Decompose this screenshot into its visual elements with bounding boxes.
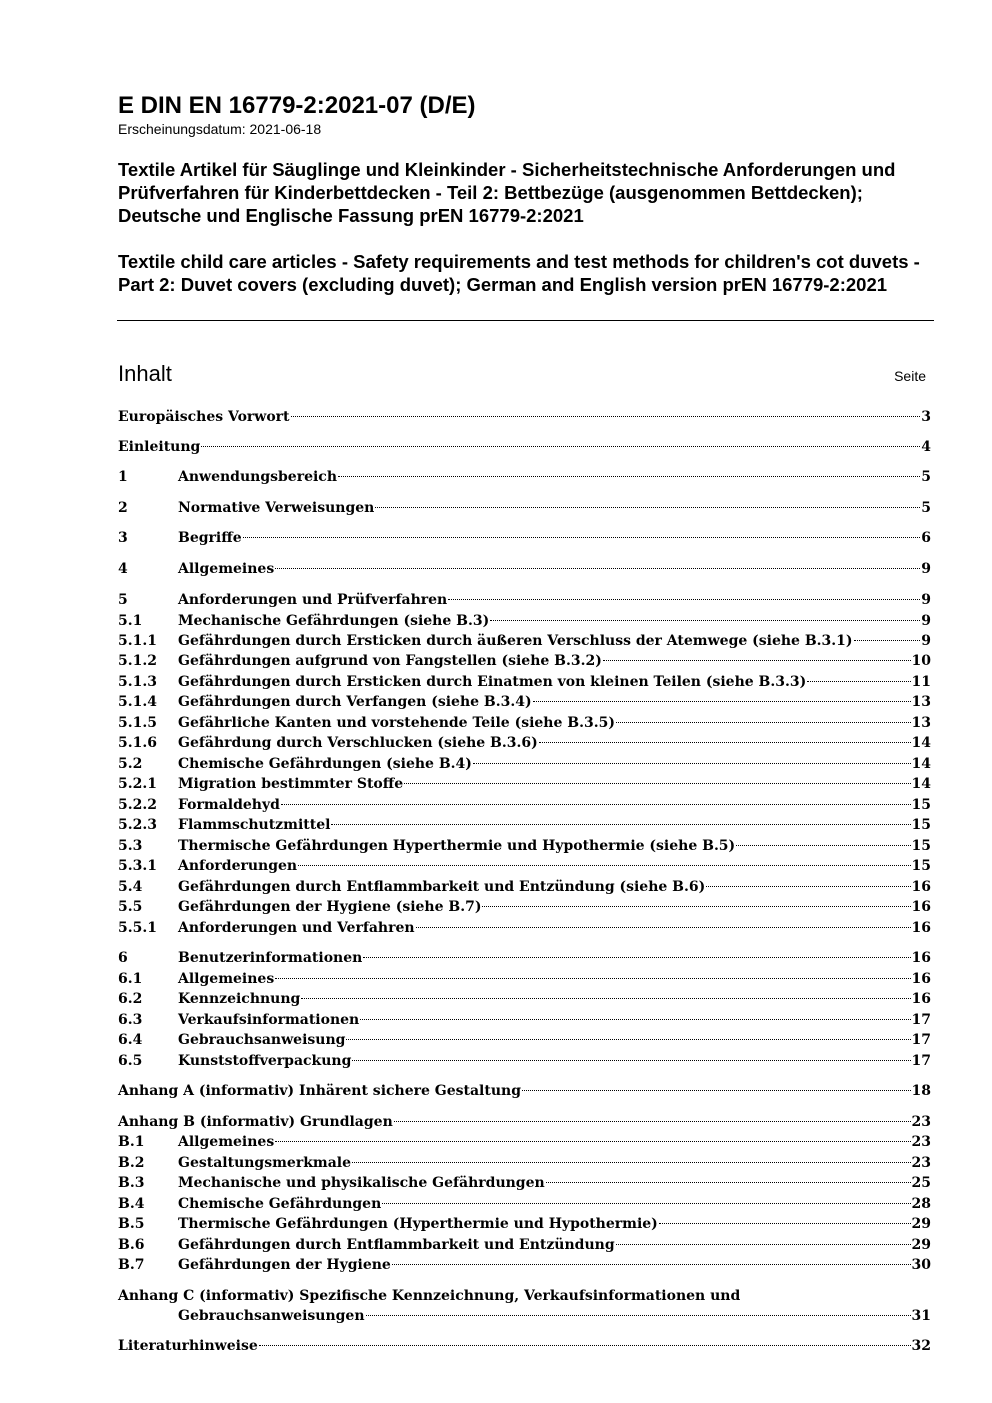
toc-entry-title: Gefährdungen durch Entflammbarkeit und Entzündung (siehe B.6) bbox=[178, 879, 706, 895]
toc-entry-number: 5.2.1 bbox=[118, 776, 157, 792]
toc-entry[interactable] bbox=[118, 1112, 931, 1132]
toc-entry-title: Gefährdungen aufgrund von Fangstellen (siehe B.3.2) bbox=[178, 653, 602, 669]
toc-entry-title: Einleitung bbox=[118, 439, 201, 455]
toc-entry[interactable] bbox=[118, 774, 931, 794]
toc-page-label: Seite bbox=[894, 368, 926, 384]
toc-leader-dots bbox=[275, 978, 910, 979]
toc-entry-title: Gefährdungen durch Ersticken durch Einatmen von kleinen Teilen (siehe B.3.3) bbox=[178, 674, 807, 690]
toc-entry-number: B.7 bbox=[118, 1257, 145, 1273]
toc-entry[interactable] bbox=[118, 733, 931, 753]
toc-entry-number: 6.2 bbox=[118, 991, 143, 1007]
document-id: E DIN EN 16779-2:2021-07 (D/E) bbox=[118, 92, 476, 119]
toc-entry-title: Allgemeines bbox=[178, 561, 275, 577]
toc-entry[interactable] bbox=[118, 713, 931, 733]
toc-entry-page: 25 bbox=[911, 1175, 931, 1191]
toc-entry[interactable] bbox=[118, 754, 931, 774]
toc-entry-page: 14 bbox=[911, 776, 931, 792]
toc-entry-page: 23 bbox=[911, 1155, 931, 1171]
toc-leader-dots bbox=[392, 1264, 911, 1265]
toc-leader-dots bbox=[201, 446, 920, 447]
toc-leader-dots bbox=[807, 681, 910, 682]
toc-entry-title: Gefährliche Kanten und vorstehende Teile (siehe B.3.5) bbox=[178, 715, 615, 731]
toc-entry-title: Chemische Gefährdungen bbox=[178, 1196, 382, 1212]
toc-entry-number: 5.2.2 bbox=[118, 797, 157, 813]
toc-entry-number: 5.5.1 bbox=[118, 920, 157, 936]
toc-entry-number: B.2 bbox=[118, 1155, 145, 1171]
toc-entry-page: 29 bbox=[911, 1237, 931, 1253]
toc-entry-title: Gefährdungen der Hygiene (siehe B.7) bbox=[178, 899, 482, 915]
toc-entry-page: 23 bbox=[911, 1134, 931, 1150]
toc-entry-page: 9 bbox=[921, 633, 931, 649]
toc-leader-dots bbox=[533, 701, 911, 702]
toc-entry-title: Begriffe bbox=[178, 530, 242, 546]
toc-entry-title: Chemische Gefährdungen (siehe B.4) bbox=[178, 756, 472, 772]
toc-entry-page: 15 bbox=[911, 797, 931, 813]
toc-entry[interactable] bbox=[118, 815, 931, 835]
toc-leader-dots bbox=[546, 1182, 911, 1183]
toc-leader-dots bbox=[659, 1223, 911, 1224]
toc-entry-page: 9 bbox=[921, 561, 931, 577]
toc-entry-page: 14 bbox=[911, 756, 931, 772]
toc-entry[interactable] bbox=[118, 1306, 931, 1326]
toc-entry-title: Gefährdungen durch Entflammbarkeit und Entzündung bbox=[178, 1237, 615, 1253]
toc-leader-dots bbox=[482, 906, 910, 907]
toc-entry-page: 17 bbox=[911, 1032, 931, 1048]
toc-leader-dots bbox=[363, 957, 910, 958]
toc-leader-dots bbox=[275, 1141, 910, 1142]
toc-entry-title: Anforderungen bbox=[178, 858, 298, 874]
toc-entry-page: 16 bbox=[911, 950, 931, 966]
toc-entry-number: 1 bbox=[118, 469, 128, 485]
toc-leader-dots bbox=[301, 998, 910, 999]
toc-entry-title: Formaldehyd bbox=[178, 797, 280, 813]
toc-leader-dots bbox=[603, 660, 911, 661]
toc-entry[interactable] bbox=[118, 897, 931, 917]
toc-entry-page: 15 bbox=[911, 838, 931, 854]
toc-entry-number: 5.2 bbox=[118, 756, 143, 772]
toc-entry-page: 18 bbox=[911, 1083, 931, 1099]
toc-leader-dots bbox=[346, 1039, 910, 1040]
toc-entry-number: 6 bbox=[118, 950, 128, 966]
toc-entry[interactable] bbox=[118, 559, 931, 579]
toc-entry[interactable] bbox=[118, 1194, 931, 1214]
toc-entry-page: 3 bbox=[921, 409, 931, 425]
toc-entry-number: 4 bbox=[118, 561, 128, 577]
toc-entry-number: B.4 bbox=[118, 1196, 145, 1212]
toc-entry-number: 5.5 bbox=[118, 899, 143, 915]
toc-entry-number: B.1 bbox=[118, 1134, 145, 1150]
toc-entry-title: Literaturhinweise bbox=[118, 1338, 258, 1354]
toc-entry-title: Mechanische Gefährdungen (siehe B.3) bbox=[178, 613, 490, 629]
toc-leader-dots bbox=[338, 476, 920, 477]
toc-entry-number: 5.1.5 bbox=[118, 715, 157, 731]
toc-entry-title: Gebrauchsanweisungen bbox=[178, 1308, 365, 1324]
toc-entry-title: Mechanische und physikalische Gefährdungen bbox=[178, 1175, 545, 1191]
toc-leader-dots bbox=[404, 783, 910, 784]
toc-entry-number: 5.3.1 bbox=[118, 858, 157, 874]
toc-entry[interactable] bbox=[118, 989, 931, 1009]
toc-entry-page: 16 bbox=[911, 879, 931, 895]
toc-entry-number: 5.1.4 bbox=[118, 694, 157, 710]
toc-entry-page: 17 bbox=[911, 1053, 931, 1069]
toc-heading: Inhalt bbox=[118, 361, 172, 386]
toc-leader-dots bbox=[616, 722, 911, 723]
toc-entry-title: Anhang B (informativ) Grundlagen bbox=[118, 1114, 393, 1130]
toc-entry-page: 11 bbox=[911, 674, 931, 690]
toc-entry-title: Anhang A (informativ) Inhärent sichere Gestaltung bbox=[118, 1083, 521, 1099]
toc-leader-dots bbox=[291, 416, 921, 417]
toc-leader-dots bbox=[259, 1345, 911, 1346]
toc-entry[interactable] bbox=[118, 1051, 931, 1071]
toc-entry[interactable] bbox=[118, 856, 931, 876]
toc-entry-title: Allgemeines bbox=[178, 1134, 275, 1150]
toc-entry-title: Anwendungsbereich bbox=[178, 469, 337, 485]
toc-entry[interactable] bbox=[118, 1153, 931, 1173]
toc-entry-title: Gestaltungsmerkmale bbox=[178, 1155, 352, 1171]
toc-entry-title: Gefährdungen der Hygiene bbox=[178, 1257, 391, 1273]
toc-entry-page: 28 bbox=[911, 1196, 931, 1212]
toc-leader-dots bbox=[275, 568, 920, 569]
toc-entry-number: 5.1.6 bbox=[118, 735, 157, 751]
toc-leader-dots bbox=[243, 537, 921, 538]
toc-entry[interactable] bbox=[118, 467, 931, 487]
toc-entry[interactable] bbox=[118, 836, 931, 856]
toc-entry-title: Anforderungen und Prüfverfahren bbox=[178, 592, 448, 608]
toc-entry[interactable] bbox=[118, 611, 931, 631]
toc-leader-dots bbox=[382, 1203, 910, 1204]
toc-entry[interactable] bbox=[118, 590, 931, 610]
toc-entry[interactable] bbox=[118, 795, 931, 815]
toc-entry-title: Allgemeines bbox=[178, 971, 275, 987]
toc-entry-number: 5.1.2 bbox=[118, 653, 157, 669]
toc-leader-dots bbox=[854, 640, 921, 641]
toc-entry-number: B.6 bbox=[118, 1237, 145, 1253]
toc-entry-title: Normative Verweisungen bbox=[178, 500, 375, 516]
toc-entry[interactable] bbox=[118, 692, 931, 712]
toc-leader-dots bbox=[448, 599, 920, 600]
toc-entry-page: 9 bbox=[921, 613, 931, 629]
toc-entry-page: 13 bbox=[911, 694, 931, 710]
toc-entry-title: Gefährdungen durch Verfangen (siehe B.3.4) bbox=[178, 694, 532, 710]
table-of-contents bbox=[118, 0, 931, 1403]
toc-entry-title: Gebrauchsanweisung bbox=[178, 1032, 346, 1048]
toc-entry[interactable] bbox=[118, 651, 931, 671]
toc-leader-dots bbox=[375, 507, 920, 508]
toc-entry-number: 6.5 bbox=[118, 1053, 143, 1069]
toc-entry[interactable] bbox=[118, 918, 931, 938]
toc-entry-number: 5.2.3 bbox=[118, 817, 157, 833]
toc-entry-number: 5.1 bbox=[118, 613, 143, 629]
toc-entry[interactable] bbox=[118, 1336, 931, 1356]
toc-entry-page: 15 bbox=[911, 817, 931, 833]
toc-entry[interactable] bbox=[118, 1255, 931, 1275]
title-german: Textile Artikel für Säuglinge und Kleinkinder - Sicherheitstechnische Anforderungen und Prüfverfahren für Kinderbettdecken - Teil 2: Bettbezüge (ausgenommen Bettdecken); Deutsche und Englische Fassung prEN 16779-2:2021 bbox=[118, 159, 896, 226]
toc-entry-page: 4 bbox=[921, 439, 931, 455]
toc-entry-number: 6.1 bbox=[118, 971, 143, 987]
toc-entry-title: Anforderungen und Verfahren bbox=[178, 920, 415, 936]
toc-entry-title: Gefährdung durch Verschlucken (siehe B.3.6) bbox=[178, 735, 538, 751]
toc-entry-page: 17 bbox=[911, 1012, 931, 1028]
toc-entry-number: 5 bbox=[118, 592, 128, 608]
toc-leader-dots bbox=[522, 1090, 911, 1091]
toc-entry-page: 16 bbox=[911, 971, 931, 987]
toc-entry-number: 5.4 bbox=[118, 879, 143, 895]
toc-entry-number: B.5 bbox=[118, 1216, 145, 1232]
toc-leader-dots bbox=[352, 1162, 911, 1163]
toc-entry[interactable] bbox=[118, 631, 931, 651]
toc-leader-dots bbox=[298, 865, 910, 866]
toc-entry[interactable] bbox=[118, 672, 931, 692]
toc-leader-dots bbox=[416, 927, 911, 928]
toc-leader-dots bbox=[331, 824, 910, 825]
toc-entry[interactable] bbox=[118, 498, 931, 518]
toc-entry-title: Thermische Gefährdungen (Hyperthermie und Hypothermie) bbox=[178, 1216, 658, 1232]
toc-entry[interactable] bbox=[118, 1132, 931, 1152]
toc-entry-page: 5 bbox=[921, 500, 931, 516]
toc-entry-number: 5.1.1 bbox=[118, 633, 157, 649]
toc-entry-title: Benutzerinformationen bbox=[178, 950, 363, 966]
toc-entry-number: 6.3 bbox=[118, 1012, 143, 1028]
toc-entry-page: 15 bbox=[911, 858, 931, 874]
toc-entry-page: 16 bbox=[911, 991, 931, 1007]
toc-entry[interactable] bbox=[118, 1081, 931, 1101]
toc-leader-dots bbox=[539, 742, 911, 743]
toc-entry[interactable] bbox=[118, 1235, 931, 1255]
toc-entry-title: Kunststoffverpackung bbox=[178, 1053, 352, 1069]
toc-entry-page: 30 bbox=[911, 1257, 931, 1273]
toc-leader-dots bbox=[352, 1060, 910, 1061]
toc-leader-dots bbox=[473, 763, 911, 764]
toc-entry-page: 6 bbox=[921, 530, 931, 546]
toc-entry[interactable] bbox=[118, 528, 931, 548]
toc-leader-dots bbox=[394, 1121, 911, 1122]
toc-entry-page: 5 bbox=[921, 469, 931, 485]
toc-leader-dots bbox=[281, 804, 911, 805]
toc-entry-page: 31 bbox=[911, 1308, 931, 1324]
toc-entry-title: Thermische Gefährdungen Hyperthermie und Hypothermie (siehe B.5) bbox=[178, 838, 736, 854]
toc-entry-page: 10 bbox=[911, 653, 931, 669]
toc-entry[interactable] bbox=[118, 437, 931, 457]
toc-entry-page: 32 bbox=[911, 1338, 931, 1354]
toc-leader-dots bbox=[366, 1315, 911, 1316]
toc-entry[interactable] bbox=[118, 969, 931, 989]
toc-leader-dots bbox=[736, 845, 910, 846]
toc-entry-title: Verkaufsinformationen bbox=[178, 1012, 360, 1028]
toc-leader-dots bbox=[360, 1019, 910, 1020]
toc-entry[interactable] bbox=[118, 1030, 931, 1050]
toc-entry-page: 9 bbox=[921, 592, 931, 608]
toc-entry-title: Europäisches Vorwort bbox=[118, 409, 290, 425]
toc-entry-page: 16 bbox=[911, 920, 931, 936]
toc-entry-title: Gefährdungen durch Ersticken durch äußeren Verschluss der Atemwege (siehe B.3.1) bbox=[178, 633, 853, 649]
toc-entry-title[interactable]: Anhang C (informativ) Spezifische Kennzeichnung, Verkaufsinformationen und bbox=[118, 1288, 741, 1304]
toc-entry-page: 23 bbox=[911, 1114, 931, 1130]
toc-entry-number: 3 bbox=[118, 530, 128, 546]
toc-entry[interactable] bbox=[118, 948, 931, 968]
toc-entry-title: Kennzeichnung bbox=[178, 991, 301, 1007]
toc-entry-title: Flammschutzmittel bbox=[178, 817, 331, 833]
title-english: Textile child care articles - Safety requirements and test methods for children's cot duvets - Part 2: Duvet covers (excluding duvet); German and English version prEN 16779-2:2021 bbox=[118, 251, 920, 295]
toc-entry[interactable] bbox=[118, 1173, 931, 1193]
toc-leader-dots bbox=[490, 620, 920, 621]
toc-entry[interactable] bbox=[118, 1010, 931, 1030]
toc-entry[interactable] bbox=[118, 407, 931, 427]
toc-entry-page: 14 bbox=[911, 735, 931, 751]
toc-entry-title: Migration bestimmter Stoffe bbox=[178, 776, 404, 792]
publication-date: Erscheinungsdatum: 2021-06-18 bbox=[118, 121, 322, 137]
toc-entry-number: 6.4 bbox=[118, 1032, 143, 1048]
toc-leader-dots bbox=[706, 886, 910, 887]
toc-entry-page: 16 bbox=[911, 899, 931, 915]
toc-entry-page: 29 bbox=[911, 1216, 931, 1232]
toc-entry-number: 2 bbox=[118, 500, 128, 516]
toc-entry-number: B.3 bbox=[118, 1175, 145, 1191]
toc-entry[interactable] bbox=[118, 1214, 931, 1234]
toc-leader-dots bbox=[616, 1244, 911, 1245]
toc-entry-number: 5.3 bbox=[118, 838, 143, 854]
toc-entry-page: 13 bbox=[911, 715, 931, 731]
toc-entry[interactable] bbox=[118, 877, 931, 897]
toc-entry-number: 5.1.3 bbox=[118, 674, 157, 690]
